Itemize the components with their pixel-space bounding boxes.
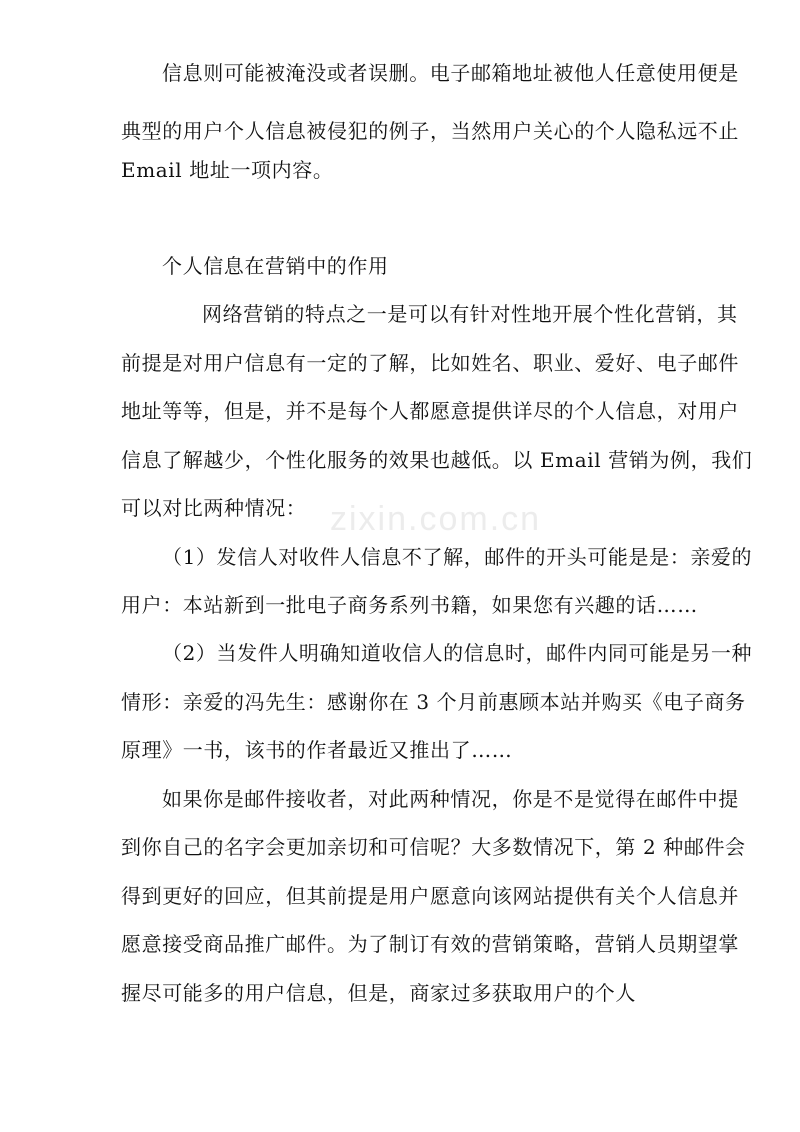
paragraph-line: 可以对比两种情况：: [121, 496, 307, 520]
paragraph-line: Email 地址一项内容。: [121, 158, 334, 182]
paragraph-line: 地址等等，但是，并不是每个人都愿意提供详尽的个人信息，对用户: [121, 399, 739, 423]
paragraph-line: 如果你是邮件接收者，对此两种情况，你是不是觉得在邮件中提: [162, 787, 739, 811]
paragraph-line: 信息了解越少，个性化服务的效果也越低。以 Email 营销为例，我们: [121, 448, 753, 472]
paragraph-line: 握尽可能多的用户信息，但是，商家过多获取用户的个人: [121, 981, 636, 1005]
paragraph-line: 前提是对用户信息有一定的了解，比如姓名、职业、爱好、电子邮件: [121, 351, 739, 375]
section-heading: 个人信息在营销中的作用: [162, 254, 389, 278]
list-item-line: 情形：亲爱的冯先生：感谢你在 3 个月前惠顾本站并购买《电子商务: [121, 690, 746, 714]
paragraph-line: 网络营销的特点之一是可以有针对性地开展个性化营销，其: [202, 302, 738, 326]
paragraph-line: 到你自己的名字会更加亲切和可信呢？大多数情况下，第 2 种邮件会: [121, 835, 746, 859]
watermark: zixin.com.cn: [330, 500, 542, 538]
paragraph-line: 典型的用户个人信息被侵犯的例子，当然用户关心的个人隐私远不止: [121, 119, 739, 143]
list-item-line: 用户：本站新到一批电子商务系列书籍，如果您有兴趣的话……: [121, 593, 698, 617]
paragraph-line: 得到更好的回应，但其前提是用户愿意向该网站提供有关个人信息并: [121, 884, 739, 908]
list-item-line: （2）当发件人明确知道收信人的信息时，邮件内同可能是另一种: [162, 641, 753, 665]
list-item-line: 原理》一书，该书的作者最近又推出了……: [121, 738, 513, 762]
paragraph-line: 愿意接受商品推广邮件。为了制订有效的营销策略，营销人员期望掌: [121, 932, 739, 956]
list-item-line: （1）发信人对收件人信息不了解，邮件的开头可能是是：亲爱的: [162, 545, 753, 569]
paragraph-line: 信息则可能被淹没或者误删。电子邮箱地址被他人任意使用便是: [162, 61, 739, 85]
